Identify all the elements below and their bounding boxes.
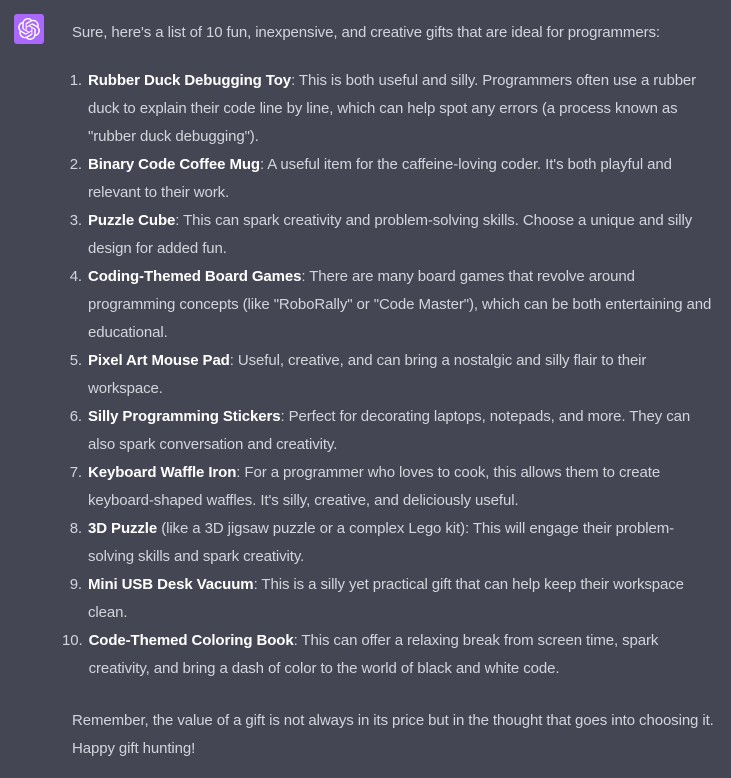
list-item-text: Pixel Art Mouse Pad: Useful, creative, and can bring a nostalgic and silly flair to their workspace.	[88, 352, 647, 397]
gift-title: Pixel Art Mouse Pad	[88, 352, 230, 369]
gift-list-item	[69, 67, 715, 151]
list-item-text: Mini USB Desk Vacuum: This is a silly yet practical gift that can help keep their workspace clean.	[88, 576, 684, 621]
list-item-number: 8.	[69, 520, 82, 537]
gift-title: Mini USB Desk Vacuum	[88, 576, 254, 593]
list-item-number: 1.	[69, 72, 82, 89]
gift-title: Coding-Themed Board Games	[88, 268, 302, 285]
gift-title: Rubber Duck Debugging Toy	[88, 72, 292, 89]
gift-list-item	[69, 151, 715, 207]
gift-list-item	[62, 627, 715, 683]
list-item-text: Binary Code Coffee Mug: A useful item for the caffeine-loving coder. It's both playful and relevant to their work.	[88, 156, 672, 201]
list-item-text: Code-Themed Coloring Book: This can offer a relaxing break from screen time, spark creativity, and bring a dash of color to the world of black and white code.	[88, 632, 659, 677]
gift-list-item	[69, 459, 715, 515]
gift-list-item	[69, 347, 715, 403]
gift-list-item	[69, 571, 715, 627]
list-item-number: 2.	[69, 156, 82, 173]
list-item-text: 3D Puzzle (like a 3D jigsaw puzzle or a complex Lego kit): This will engage their problem-solving skills and spark creativity.	[88, 520, 674, 565]
closing-paragraph: Remember, the value of a gift is not always in its price but in the thought that goes into choosing it. Happy gift hunting!	[72, 712, 714, 757]
list-item-number: 7.	[69, 464, 82, 481]
gift-list-item	[69, 515, 715, 571]
list-item-number: 9.	[69, 576, 82, 593]
list-item-number: 6.	[69, 408, 82, 425]
assistant-avatar	[14, 14, 44, 44]
assistant-message-content	[62, 14, 715, 763]
list-item-text: Keyboard Waffle Iron: For a programmer who loves to cook, this allows them to create keyboard-shaped waffles. It's silly, creative, and deliciously useful.	[88, 464, 661, 509]
gift-list-item	[69, 207, 715, 263]
list-item-text: Silly Programming Stickers: Perfect for decorating laptops, notepads, and more. They can also spark conversation and creativity.	[88, 408, 691, 453]
list-item-text: Puzzle Cube: This can spark creativity and problem-solving skills. Choose a unique and silly design for added fun.	[88, 212, 693, 257]
gift-list-item	[69, 263, 715, 347]
gift-title: Binary Code Coffee Mug	[88, 156, 260, 173]
list-item-number: 4.	[69, 268, 82, 285]
gift-title: Silly Programming Stickers	[88, 408, 281, 425]
gift-list-item	[69, 403, 715, 459]
list-item-number: 3.	[69, 212, 82, 229]
gift-title: Keyboard Waffle Iron	[88, 464, 237, 481]
list-item-number: 10.	[62, 632, 83, 649]
gift-title: 3D Puzzle	[88, 520, 158, 537]
openai-logo-icon	[18, 18, 40, 40]
list-item-text: Rubber Duck Debugging Toy: This is both useful and silly. Programmers often use a rubber duck to explain their code line by line, which can help spot any errors (a process known as "rubber duck debugging").	[88, 72, 697, 145]
gift-title: Code-Themed Coloring Book	[88, 632, 294, 649]
list-item-number: 5.	[69, 352, 82, 369]
intro-paragraph: Sure, here's a list of 10 fun, inexpensive, and creative gifts that are ideal for programmers:	[72, 24, 660, 41]
gift-list	[62, 67, 715, 683]
list-item-text: Coding-Themed Board Games: There are many board games that revolve around programming concepts (like "RoboRally" or "Code Master"), which can be both entertaining and educational.	[88, 268, 712, 341]
gift-title: Puzzle Cube	[88, 212, 176, 229]
